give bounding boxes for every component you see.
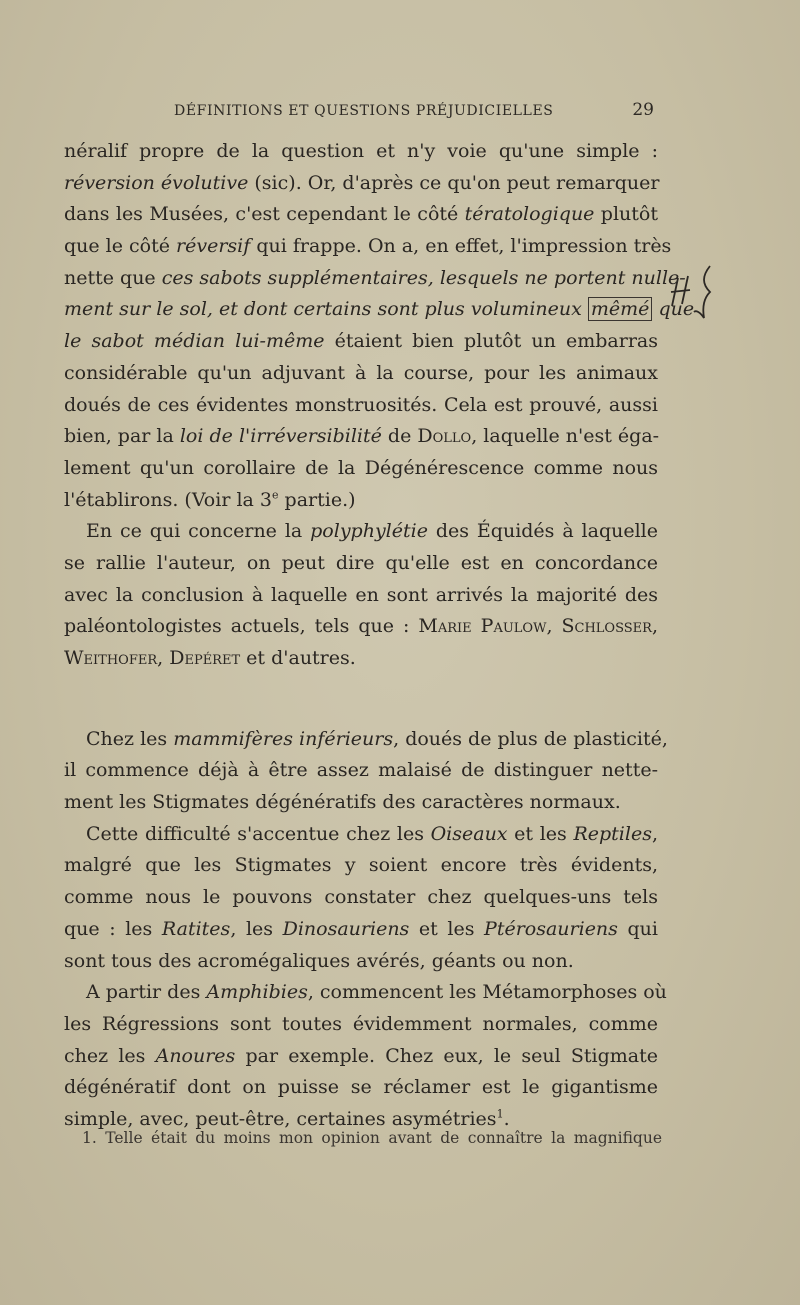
text-line: avec la conclusion à laquelle en sont arrivés la majorité des [64,583,658,606]
text-line: lement qu'un corollaire de la Dégénérescence comme nous [64,456,658,479]
text-line: néralif propre de la question et n'y voie qu'une simple : [64,140,658,162]
main-text [64,136,695,1136]
section-gap [64,675,658,724]
text-line: les Régressions sont toutes évidemment normales, comme [64,1012,658,1035]
page-number: 29 [632,100,654,120]
text-line: bien, par la loi de l'irréversibilité de Dollo, laquelle n'est éga- [64,425,660,448]
text-line: nette que ces sabots supplémentaires, lesquels ne portent nulle- [64,266,686,289]
text-line: que : les Ratites, les Dinosauriens et les Ptérosauriens qui [64,917,658,940]
text-line: chez les Anoures par exemple. Chez eux, le seul Stigmate [64,1044,658,1067]
text-line: doués de ces évidentes monstruosités. Cela est prouvé, aussi [64,393,658,416]
text-line: dans les Musées, c'est cependant le côté tératologique plutôt [64,203,658,226]
footnote-marker: 1 [496,1107,504,1121]
text-line: En ce qui concerne la polyphylétie des Équidés à laquelle [86,520,658,543]
running-head: DÉFINITIONS ET QUESTIONS PRÉJUDICIELLES [174,103,554,119]
text-line: malgré que les Stigmates y soient encore très évidents, [64,854,658,877]
text-line: simple, avec, peut-être, certaines asymétries$^1$. [64,1107,510,1130]
text-line: que le côté réversif qui frappe. On a, en effet, l'impression très [64,235,672,258]
text-line: paléontologistes actuels, tels que : Marie Paulow, Schlosser, [64,615,658,638]
text-line: se rallie l'auteur, on peut dire qu'elle est en concordance [64,551,658,574]
text-line: considérable qu'un adjuvant à la course, pour les animaux [64,361,658,384]
page-header [170,100,660,127]
text-line: A partir des Amphibies, commencent les Métamorphoses où [86,981,667,1004]
text-line: ment sur le sol, et dont certains sont plus volumineux mêmé que [64,298,695,321]
text-line: il commence déjà à être assez malaisé de distinguer nette- [64,759,658,782]
text-line: sont tous des acromégaliques avérés, géants ou non. [64,949,574,972]
text-line: Chez les mammifères inférieurs, doués de plus de plasticité, [86,727,668,750]
text-line: dégénératif dont on puisse se réclamer est le gigantisme [64,1076,658,1099]
text-line: le sabot médian lui-même étaient bien plutôt un embarras [64,330,658,353]
text-line: Cette difficulté s'accentue chez les Oiseaux et les Reptiles, [86,822,658,845]
footnote: 1. Telle était du moins mon opinion avant de connaître la magnifique [82,1129,662,1147]
text-line: Weithofer, Depéret et d'autres. [64,647,356,669]
handwritten-correction: mêmé [588,297,653,321]
text-line: l'établirons. (Voir la 3e partie.) [64,488,356,511]
text-line: ment les Stigmates dégénératifs des caractères normaux. [64,791,621,814]
text-line: réversion évolutive (sic). Or, d'après ce qu'on peut remarquer [64,171,660,194]
text-line: comme nous le pouvons constater chez quelques-uns tels [64,886,658,909]
